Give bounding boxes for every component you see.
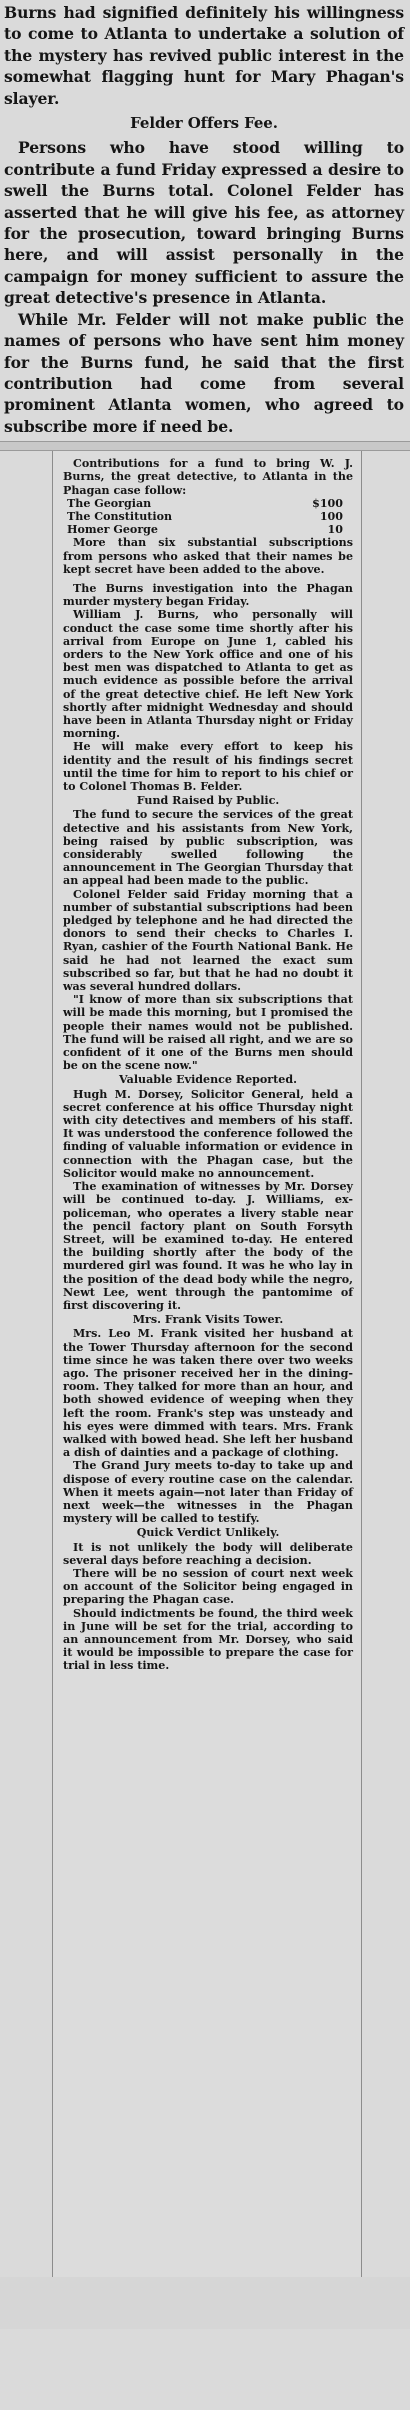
fund-intro: Contributions for a fund to bring W. J. Burns, the great detective, to Atlanta in the Phagan case follow:: [63, 457, 353, 497]
contribution-amount: $100: [312, 496, 343, 510]
column-paragraph: The fund to secure the services of the great detective and his assistants from New York, being raised by public subscription, was considerably swelled following the announcement in The Georgian Thursday that an appeal had been made to the public.: [63, 808, 353, 888]
column-subheading: Mrs. Frank Visits Tower.: [132, 1313, 284, 1327]
contributor-name: The Georgian: [67, 496, 152, 510]
top-paragraph-2: Persons who have stood willing to contribute a fund Friday expressed a desire to swell the Burns total. Colonel Felder has asserted that he will give his fee, as attorney for the prosecution, toward bringing Burns here, and will assist personally in the campaign for money sufficient to assure the great detective's presence in Atlanta.: [4, 138, 404, 308]
contributor-name: Homer George: [67, 523, 158, 537]
contributor-name: The Constitution: [67, 509, 173, 523]
contribution-amount: 10: [327, 523, 343, 537]
column-paragraph: He will make every effort to keep his identity and the result of his findings secret until the time for him to report to his chief or to Colonel Thomas B. Felder.: [63, 740, 353, 793]
column-paragraph: "I know of more than six subscriptions that will be made this morning, but I promised the people their names would not be published. The fund will be raised all right, and we are so confident of it one of the Burns men should be on the scene now.": [63, 993, 353, 1073]
column-paragraph: Should indictments be found, the third week in June will be set for the trial, according to an announcement from Mr. Dorsey, who said it would be impossible to prepare the case for trial in less time.: [63, 1606, 353, 1673]
top-subheading: Felder Offers Fee.: [130, 114, 278, 133]
contribution-amount: 100: [319, 509, 343, 523]
column-paragraph: Colonel Felder said Friday morning that a number of substantial subscriptions had been pledged by telephone and he had directed the donors to send their checks to Charles I. Ryan, cashier of the Fourth National Bank. He said he had not learned the exact sum subscribed so far, but that he had no doubt it was several hundred dollars.: [63, 887, 353, 994]
top-paragraph-3: While Mr. Felder will not make public the names of persons who have sent him money for the Burns fund, he said that the first contribution had come from several prominent Atlanta women, who agreed to subscribe more if need be.: [4, 309, 404, 436]
secret-subscriptions-note: More than six substantial subscriptions from persons who asked that their names be kept secret have been added to the above.: [63, 536, 353, 576]
column-paragraph: Hugh M. Dorsey, Solicitor General, held a secret conference at his office Thursday night with city detectives and members of his staff. It was understood the conference followed the finding of valuable information or evidence in connection with the Phagan case, but the Solicitor would make no announcement.: [63, 1087, 353, 1180]
page-margin: [0, 2277, 410, 2329]
column-paragraph: Mrs. Leo M. Frank visited her husband at the Tower Thursday afternoon for the second time since he was taken there over two weeks ago. The prisoner received her in the dining-room. They talked for more than an hour, and both showed evidence of weeping when they left the room. Frank's step was unsteady and his eyes were dimmed with tears. Mrs. Frank walked with bowed head. She left her husband a dish of dainties and a package of clothing.: [63, 1327, 353, 1460]
contribution-row: [67, 523, 353, 536]
column-paragraph: There will be no session of court next week on account of the Solicitor being engaged in preparing the Phagan case.: [63, 1566, 353, 1607]
column-subheading: Quick Verdict Unlikely.: [136, 1526, 280, 1540]
top-article: [0, 0, 410, 441]
contribution-row: [67, 510, 353, 523]
column-divider: [0, 441, 410, 451]
narrow-column-article: [52, 451, 362, 2277]
column-paragraph: The Grand Jury meets to-day to take up and dispose of every routine case on the calendar. When it meets again—not later than Friday of next week—the witnesses in the Phagan mystery will be called to testify.: [63, 1459, 353, 1526]
column-subheading: Fund Raised by Public.: [136, 794, 280, 808]
column-paragraph: The examination of witnesses by Mr. Dorsey will be continued to-day. J. Williams, ex-policeman, who operates a livery stable near the pencil factory plant on South Forsyth Street, will be examined to-day. He entered the building shortly after the body of the murdered girl was found. It was he who lay in the position of the dead body while the negro, Newt Lee, went through the pantomime of first discovering it.: [63, 1180, 353, 1312]
contribution-row: [67, 497, 353, 510]
column-subheading: Valuable Evidence Reported.: [119, 1073, 297, 1087]
top-paragraph-1: Burns had signified definitely his willingness to come to Atlanta to undertake a solution of the mystery has revived public interest in the somewhat flagging hunt for Mary Phagan's slayer.: [4, 3, 404, 108]
column-paragraph: It is not unlikely the body will deliberate several days before reaching a decision.: [63, 1540, 353, 1567]
column-paragraph: William J. Burns, who personally will conduct the case some time shortly after his arrival from Europe on June 1, cabled his orders to the New York office and one of his best men was dispatched to Atlanta to get as much evidence as possible before the arrival of the great detective chief. He left New York shortly after midnight Wednesday and should have been in Atlanta Thursday night or Friday morning.: [63, 608, 353, 741]
contributions-list: [67, 497, 353, 537]
column-paragraph: The Burns investigation into the Phagan murder mystery began Friday.: [63, 581, 353, 609]
